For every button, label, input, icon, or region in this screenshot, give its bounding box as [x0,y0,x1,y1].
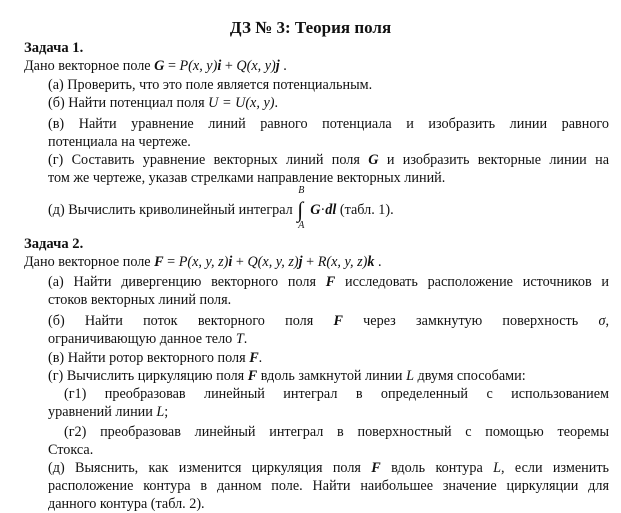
task2-item-e-line1 [48,459,609,477]
task2-item-g1-line2 [48,403,168,421]
task2-item-e-post: , если изменить [501,460,609,476]
task2-item-e-pre: (д) Выяснить, как изменится циркуляция поля [48,460,372,476]
task2-item-c [48,349,262,367]
task2-item-d-post: двумя способами: [413,368,526,384]
task2-item-c-pre: (в) Найти ротор векторного поля [48,350,250,366]
integral-sign-icon: ∫ [297,197,304,222]
task2-item-e-line2: расположение контура в данном поле. Найти наибольшее значение циркуляции для [48,478,609,494]
task1-item-c-line1: (в) Найти уравнение линий равного потенциала и изобразить линии равного [48,116,609,132]
formula-i: i [228,254,233,270]
task2-item-g2-line2: Стокса. [48,442,94,458]
task2-item-g1-end: ; [164,404,169,420]
task1-item-d-pre: (г) Составить уравнение векторных линий поля [48,152,369,168]
task2-item-d-mid: вдоль замкнутой линии [257,368,407,384]
integrand-dl: dl [325,202,337,218]
formula-P: P(x, y, z) [178,254,229,270]
task1-item-b [48,94,278,112]
task1-item-d-line2: том же чертеже, указав стрелками направление векторных линий. [48,170,446,186]
task2-item-g1-pre: уравнений линии [48,404,157,420]
formula-i: i [217,58,222,74]
integrand-G: G [310,202,321,218]
formula-R: R(x, y, z) [317,254,368,270]
task2-item-b2-T: T [235,331,244,347]
task1-item-a: (а) Проверить, что это поле является потенциальным. [48,77,373,93]
task2-intro-line [24,253,382,271]
task2-item-d [48,367,526,385]
task2-item-c-end: . [258,350,263,366]
task1-item-d-G: G [368,152,379,168]
task2-item-d-F: F [247,368,258,384]
task2-intro: Дано векторное поле [24,254,151,270]
task1-item-c-line2: потенциала на чертеже. [48,134,191,150]
formula-Q: Q(x, y) [236,58,276,74]
task1-item-e-tail: (табл. 1). [336,202,394,218]
task1-item-e-text: (д) Вычислить криволинейный интеграл [48,202,297,218]
task1-heading: Задача 1. [24,40,84,56]
formula-j: j [298,254,303,270]
task2-item-b-post: через замкнутую поверхность [342,313,599,329]
integrand-dot: · [320,202,326,218]
task2-item-e-L: L [493,460,502,476]
task2-item-a-pre: (а) Найти дивергенцию векторного поля [48,274,326,290]
task1-item-e [48,185,394,231]
task2-item-e-line3: данного контура (табл. 2). [48,496,205,512]
task1-field-formula [154,58,287,74]
integral-upper-limit: B [298,185,305,196]
integral-lower-limit: A [298,220,305,231]
task1-intro-line [24,57,287,75]
task1-item-d-line1 [48,151,609,169]
formula-G: G [154,58,165,74]
task2-item-d-L: L [406,368,414,384]
task2-item-g1-L: L [156,404,165,420]
task2-item-b-pre: (б) Найти поток векторного поля [48,313,334,329]
formula-end: . [279,58,287,74]
formula-k: k [367,254,375,270]
task2-item-c-F: F [249,350,259,366]
task2-item-b-end: , [605,313,610,329]
task2-item-a-line2: стоков векторных линий поля. [48,292,232,308]
task2-field-formula [154,254,381,270]
task1-intro: Дано векторное поле [24,58,151,74]
integral-symbol [296,185,310,231]
task2-item-e-F: F [371,460,381,476]
task2-item-a-line1 [48,273,609,291]
task1-item-d-post: и изобразить векторные линии на [378,152,609,168]
task1-item-b-formula: U = U(x, y) [208,95,275,111]
formula-plus: + [302,254,318,270]
task1-item-b-end: . [274,95,279,111]
task2-item-b-line1 [48,312,609,330]
formula-plus: + [232,254,248,270]
formula-P: P(x, y) [179,58,218,74]
formula-eq: = [163,254,179,270]
task2-item-b-sigma: σ [598,313,606,329]
formula-j: j [275,58,280,74]
task2-heading: Задача 2. [24,236,84,252]
task2-item-b2-pre: ограничивающую данное тело [48,331,236,347]
formula-Q: Q(x, y, z) [247,254,299,270]
formula-end: . [374,254,382,270]
task2-item-d-pre: (г) Вычислить циркуляцию поля [48,368,248,384]
task2-item-g1-line1: (г1) преобразовав линейный интеграл в определенный с использованием [64,386,609,402]
task1-item-b-text: (б) Найти потенциал поля [48,95,209,111]
task2-item-b2-end: . [243,331,248,347]
task2-item-a-post: исследовать расположение источников и [335,274,609,290]
document-title: ДЗ № 3: Теория поля [229,18,392,37]
formula-F: F [154,254,164,270]
task2-item-b-F: F [333,313,343,329]
task2-item-a-F: F [325,274,336,290]
formula-plus: + [221,58,237,74]
task2-item-e-mid: вдоль контура [380,460,494,476]
task2-item-b-line2 [48,330,247,348]
formula-eq: = [164,58,180,74]
task2-item-g2-line1: (г2) преобразовав линейный интеграл в поверхностный с помощью теоремы [64,424,609,440]
